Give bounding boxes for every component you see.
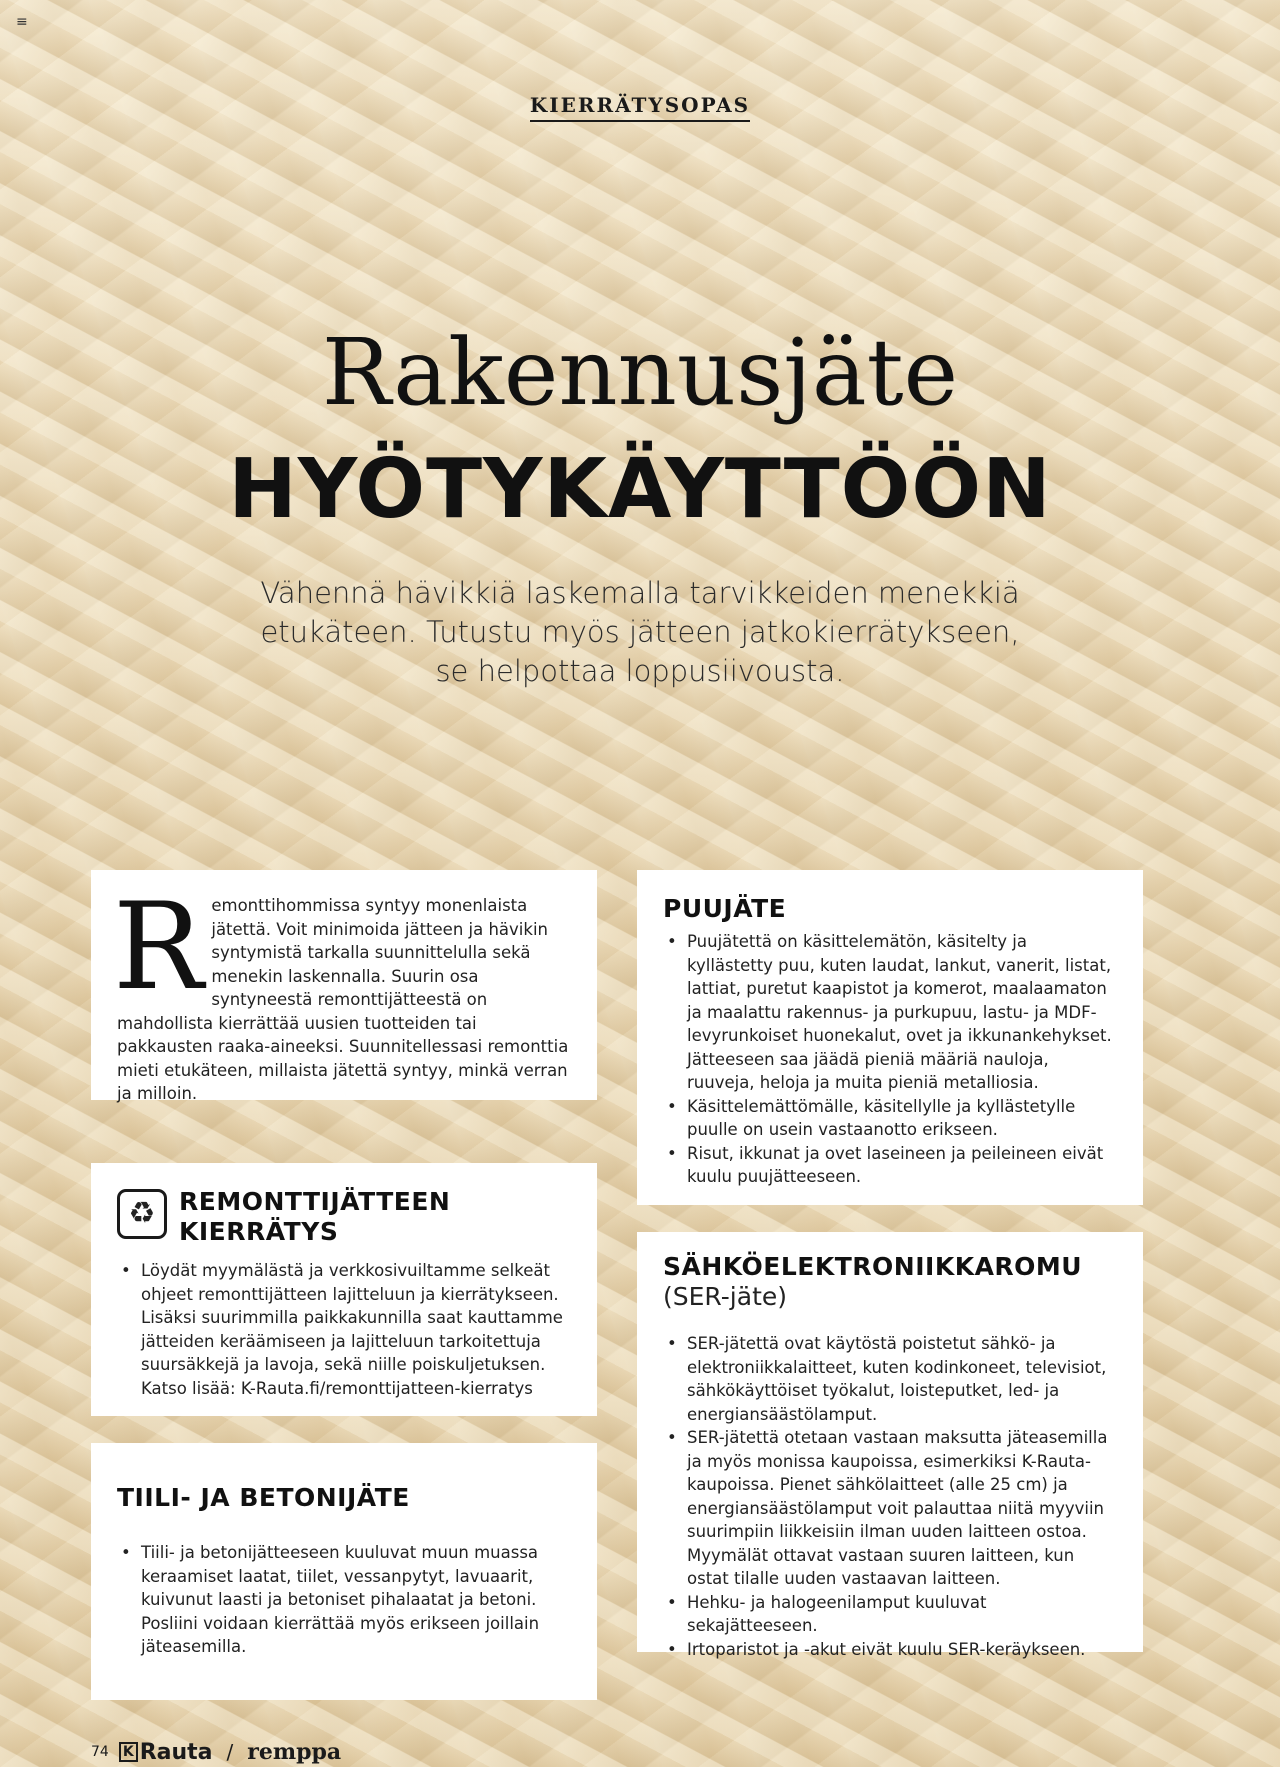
menu-icon[interactable]: ≡ bbox=[16, 14, 28, 30]
list-item: • Tiili- ja betonijätteeseen kuuluvat muun muassa keraamiset laatat, tiilet, vessanpytyt, lavuaarit, kuivunut laasti ja betoniset pihalaatat ja betoni. Posliini voidaan kierrättää myös erikseen joillain jäteasemilla. bbox=[117, 1541, 571, 1659]
lead-paragraph: Vähennä hävikkiä laskemalla tarvikkeiden menekkiä etukäteen. Tutustu myös jätteen jatkokierrätykseen, se helpottaa loppusiivousta. bbox=[260, 576, 1020, 688]
kicker-text: KIERRÄTYSOPAS bbox=[530, 93, 750, 122]
list-item: • Puujätettä on käsittelemätön, käsitelty ja kyllästetty puu, kuten laudat, lankut, vanerit, listat, lattiat, puretut kaapistot ja komerot, maalaamaton ja maalattu rakennus- ja purkupuu, lastu- ja MDF-levyrunkoiset huonekalut, ovet ja ikkunankehykset. Jätteeseen saa jäädä pieniä määriä nauloja, ruuveja, heloja ja muita pieniä metalliosia. bbox=[663, 930, 1117, 1095]
remontti-title-line1: REMONTTIJÄTTEEN bbox=[179, 1187, 451, 1216]
page-title-line2: HYÖTYKÄYTTÖÖN bbox=[228, 442, 1052, 537]
magazine-name: remppa bbox=[247, 1739, 342, 1765]
list-item: • SER-jätettä ovat käytöstä poistetut sähkö- ja elektroniikkalaitteet, kuten kodinkoneet, televisiot, sähkökäyttöiset työkalut, loisteputket, led- ja energiansäästölamput. bbox=[663, 1332, 1117, 1426]
page-title-line1: Rakennusjäte bbox=[321, 319, 959, 426]
page-footer bbox=[91, 1740, 341, 1764]
brand-logo-k: K bbox=[119, 1742, 138, 1762]
puu-title: PUUJÄTE bbox=[663, 894, 787, 923]
recycle-icon: ♻ bbox=[117, 1189, 167, 1239]
ser-card bbox=[637, 1232, 1143, 1659]
tiili-title: TIILI- JA BETONIJÄTE bbox=[117, 1483, 410, 1512]
footer-separator: / bbox=[226, 1740, 234, 1764]
remontti-header bbox=[117, 1187, 571, 1247]
list-item: • Hehku- ja halogeenilamput kuuluvat sekajätteeseen. bbox=[663, 1591, 1117, 1638]
dropcap: R bbox=[113, 878, 204, 1017]
tiili-card bbox=[91, 1443, 597, 1700]
brand-name: Rauta bbox=[139, 1739, 213, 1765]
list-item: • Irtoparistot ja -akut eivät kuulu SER-keräykseen. bbox=[663, 1638, 1117, 1662]
section-kicker bbox=[0, 93, 1280, 117]
ser-list bbox=[663, 1332, 1117, 1661]
list-item: • Risut, ikkunat ja ovet laseineen ja peileineen eivät kuulu puujätteeseen. bbox=[663, 1142, 1117, 1189]
tiili-list bbox=[117, 1541, 571, 1659]
remontti-title bbox=[179, 1187, 450, 1247]
list-item: • Löydät myymälästä ja verkkosivuiltamme selkeät ohjeet remonttijätteen lajitteluun ja kierrätykseen. Lisäksi suurimmilla paikkakunnilla saat kauttamme jätteiden keräämiseen ja lajitteluun tarkoitettuja suursäkkejä ja lavoja, sekä niille poiskuljetuksen. Katso lisää: K-Rauta.fi/remonttijatteen-kierratys bbox=[117, 1259, 571, 1400]
page-number: 74 bbox=[91, 1744, 109, 1760]
remontti-title-line2: KIERRÄTYS bbox=[179, 1217, 339, 1246]
ser-subtitle: (SER-jäte) bbox=[663, 1282, 787, 1311]
list-item: • SER-jätettä otetaan vastaan maksutta jäteasemilla ja myös monissa kaupoissa, esimerkiksi K-Rauta-kaupoissa. Pienet sähkölaitteet (alle 25 cm) ja energiansäästölamput voit palauttaa niitä myyviin suurimpiin liikkeisiin ilman uuden laitteen ostoa. Myymälät ottavat vastaan suuren laitteen, kun ostat tilalle uuden vastaavan laitteen. bbox=[663, 1426, 1117, 1591]
remontti-list bbox=[117, 1259, 571, 1400]
remontti-card bbox=[91, 1163, 597, 1416]
puu-card bbox=[637, 870, 1143, 1205]
ser-title: SÄHKÖELEKTRONIIKKAROMU bbox=[663, 1252, 1083, 1281]
puu-list bbox=[663, 930, 1117, 1189]
intro-card bbox=[91, 870, 597, 1103]
intro-text: emonttihommissa syntyy monenlaista jätettä. Voit minimoida jätteen ja hävikin syntymistä tarkalla suunnittelulla sekä menekin laskennalla. Suurin osa syntyneestä remonttijätteestä on mahdollista kierrättää uusien tuotteiden tai pakkausten raaka-aineeksi. Suunnitellessasi remonttia mieti etukäteen, millaista jätettä syntyy, minkä verran ja milloin. bbox=[117, 896, 569, 1103]
list-item: • Käsittelemättömälle, käsitellylle ja kyllästetylle puulle on usein vastaanotto erikseen. bbox=[663, 1095, 1117, 1142]
